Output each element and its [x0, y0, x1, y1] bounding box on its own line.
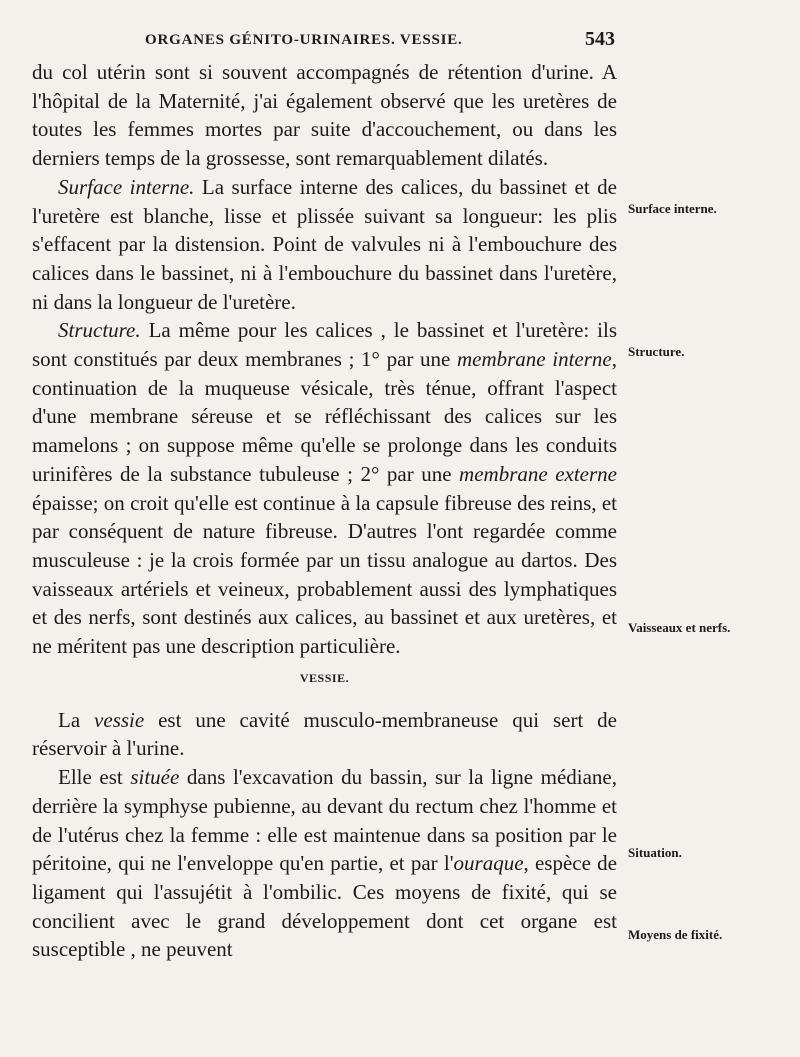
- surface-lead: Surface interne.: [58, 174, 195, 199]
- running-head: ORGANES GÉNITO-URINAIRES. VESSIE.: [145, 32, 463, 48]
- margin-note-situation: Situation.: [628, 845, 682, 860]
- main-text-column: [32, 58, 617, 964]
- vessie-text-1: La: [58, 707, 95, 732]
- situee-em: située: [130, 765, 180, 790]
- structure-lead: Structure.: [58, 318, 141, 343]
- paragraph-situee: [32, 763, 617, 964]
- margin-note-vaisseaux: Vaisseaux et nerfs.: [628, 620, 731, 635]
- section-heading-vessie: VESSIE.: [299, 670, 350, 685]
- structure-em-2: membrane externe: [459, 461, 617, 486]
- paragraph-intro: du col utérin sont si souvent accompagnés de rétention d'urine. A l'hôpital de la Maternité, j'ai également observé que les uretères de toutes les femmes mortes par suite d'accouchement, ou dans les derniers temps de la grossesse, sont remarquablement dilatés.: [32, 60, 617, 171]
- paragraph-surface-interne: [32, 173, 617, 317]
- situee-text-1: Elle est: [58, 765, 131, 790]
- situee-text-3: , espèce de ligament qui l'assujétit à l'ombilic. Ces moyens de fixité, qui se concilient avec le grand développement dont cet organe est susceptible , ne peuvent: [32, 851, 617, 962]
- structure-em-1: membrane interne: [456, 347, 612, 372]
- structure-text-2: , continuation de la muqueuse vésicale, très ténue, offrant l'aspect d'une membrane séreuse et se réfléchissant des calices sur les mamelons ; on suppose même qu'elle se prolonge dans les conduits urinifères de la substance tubuleuse ; 2° par une: [32, 347, 617, 486]
- situee-em-2: ouraque: [453, 851, 524, 876]
- structure-text-3: épaisse; on croit qu'elle est continue à la capsule fibreuse des reins, et par conséquent de nature fibreuse. D'autres l'ont regardée comme musculeuse : je la crois formée par un tissu analogue au dartos. Des vaisseaux artériels et veineux, probablement aussi des lymphatiques et des nerfs, sont destinés aux calices, au bassinet et aux uretères, et ne méritent pas une description particulière.: [32, 490, 617, 659]
- margin-note-moyens: Moyens de fixité.: [628, 927, 723, 942]
- paragraph-vessie: [32, 706, 617, 763]
- vessie-text-2: est une cavité musculo-membraneuse qui sert de réservoir à l'urine.: [32, 707, 617, 761]
- page-header: [145, 28, 615, 54]
- vessie-em-1: vessie: [94, 707, 145, 732]
- margin-note-surface: Surface interne.: [628, 201, 717, 216]
- situee-text-2: dans l'excavation du bassin, sur la ligne médiane, derrière la symphyse pubienne, au devant du rectum chez l'homme et de l'utérus chez la femme : elle est maintenue dans sa position par le péritoine, qui ne l'enveloppe qu'en partie, et par l': [32, 765, 617, 876]
- margin-note-structure: Structure.: [628, 344, 685, 359]
- structure-text-1: La même pour les calices , le bassinet et l'uretère: ils sont constitués par deux membranes ; 1° par une: [32, 318, 617, 372]
- page-number: 543: [585, 28, 615, 50]
- paragraph-structure: [32, 316, 617, 660]
- surface-text: La surface interne des calices, du bassinet et de l'uretère est blanche, lisse et plissée suivant sa longueur: les plis s'effacent par la distension. Point de valvules ni à l'embouchure des calices dans le bassinet, ni à l'embouchure du bassinet dans l'uretère, ni dans la longueur de l'uretère.: [32, 174, 617, 314]
